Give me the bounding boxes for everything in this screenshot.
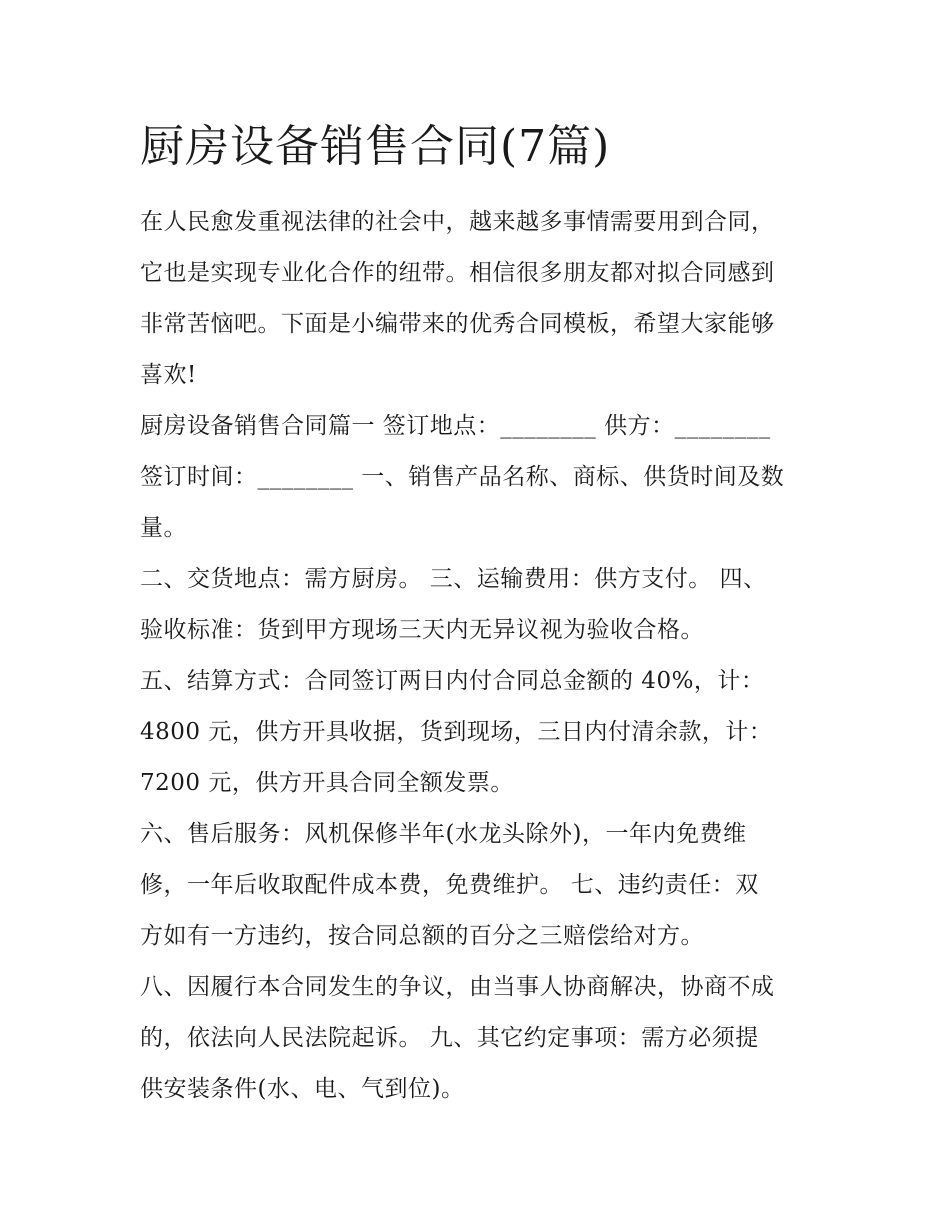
document-title: 厨房设备销售合同(7篇) [140,121,611,172]
text-line: 量。 [140,515,187,541]
text-line: 八、因履行本合同发生的争议，由当事人协商解决，协商不成 [140,974,775,1000]
text-line: 非常苦恼吧。下面是小编带来的优秀合同模板，希望大家能够 [140,311,775,337]
text-line: 厨房设备销售合同篇一 签订地点：________ 供方：________ [140,413,771,439]
document-body [140,197,820,1115]
text-line: 二、交货地点：需方厨房。 三、运输费用：供方支付。 四、 [140,566,767,592]
paragraph-disputes [140,962,820,1115]
text-line: 签订时间：________ 一、销售产品名称、商标、供货时间及数 [140,464,785,490]
paragraph-delivery [140,554,820,656]
text-line: 它也是实现专业化合作的纽带。相信很多朋友都对拟合同感到 [140,260,775,286]
text-line: 7200 元，供方开具合同全额发票。 [140,770,514,796]
text-line: 修，一年后收取配件成本费，免费维护。 七、违约责任：双 [140,872,759,898]
text-line: 方如有一方违约，按合同总额的百分之三赔偿给对方。 [140,923,704,949]
paragraph-after-sales [140,809,820,962]
paragraph-intro [140,197,820,401]
text-line: 验收标准：货到甲方现场三天内无异议视为验收合格。 [140,617,704,643]
text-line: 五、结算方式：合同签订两日内付合同总金额的 40%，计： [140,668,765,694]
text-line: 在人民愈发重视法律的社会中，越来越多事情需要用到合同， [140,209,775,235]
text-line: 供安装条件(水、电、气到位)。 [140,1076,465,1102]
text-line: 喜欢! [140,362,197,388]
text-line: 4800 元，供方开具收据，货到现场，三日内付清余款，计： [140,719,773,745]
paragraph-settlement [140,656,820,809]
text-line: 的，依法向人民法院起诉。 九、其它约定事项：需方必须提 [140,1025,759,1051]
paragraph-contract-header [140,401,820,554]
text-line: 六、售后服务：风机保修半年(水龙头除外)，一年内免费维 [140,821,747,847]
